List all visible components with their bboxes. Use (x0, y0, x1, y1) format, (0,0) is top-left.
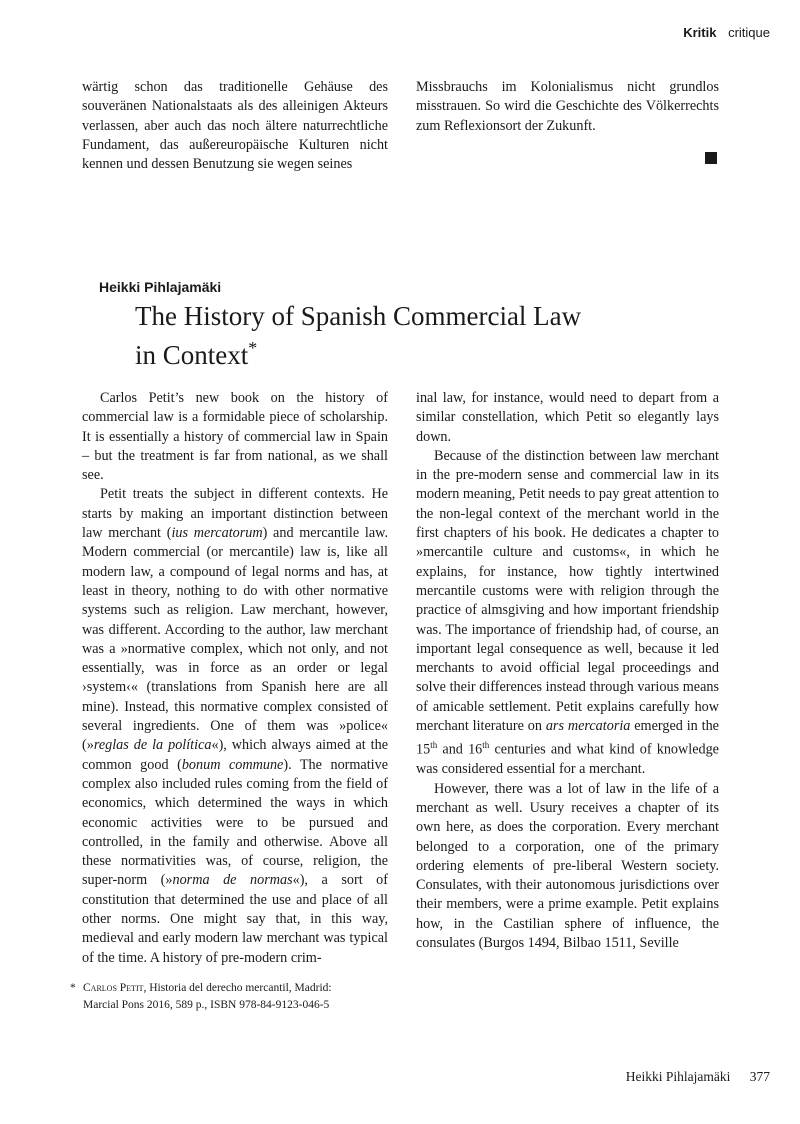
subsection-label: critique (728, 25, 770, 40)
footnote-text: , Historia del derecho mercantil, Madrid: Marcial Pons 2016, 589 p., ISBN 978-84-9123-046-5 (83, 982, 332, 1011)
title-footnote-mark: * (248, 338, 258, 358)
footnote-mark: * (70, 982, 76, 994)
previous-article-right-column (416, 78, 719, 136)
section-label: Kritik (683, 25, 717, 40)
end-of-article-mark (705, 152, 717, 164)
previous-article-left-column (82, 78, 388, 174)
title-line-1: The History of Spanish Commercial Law (135, 301, 582, 331)
paragraph: Because of the distinction between law merchant in the pre-modern sense and commercial law in its modern meaning, Petit needs to pay great attention to the non-legal context of the merchant world in the first chapters of his book. He dedicates a chapter to »mercantile culture and customs«, in which he explains, for instance, how tightly intertwined mercantile customs were with religion through the practice of almsgiving and how important friendship was. The importance of friendship had, of course, an important legal consequence as well, because it led merchants to avoid official legal proceedings and solve their differences instead through various means of amicable settlement. Petit explains carefully how merchant literature on ars mercatoria emerged in the 15th and 16th centuries and what kind of knowledge was considered essential for a merchant. (416, 447, 719, 778)
page-footer (626, 1069, 770, 1085)
footnote (70, 980, 350, 1013)
paragraph: Petit treats the subject in different contexts. He starts by making an important distinction between law merchant (ius mercatorum) and mercantile law. Modern commercial (or mercantile) law is, like all modern law, a compound of legal norms and has, at least in theory, nothing to do with other normative systems such as religion. Law merchant, however, was different. According to the author, law merchant was a »normative complex, which not only, and not essentially, was in force as an order or legal ›system‹« (translations from Spanish here are all mine). Instead, this normative complex consisted of several ingredients. One of them was »police« (»reglas de la política«), which always aimed at the common good (bonum commune). The normative complex also included rules coming from the field of economics, which determined the ways in which economic activities were to be pursued and controlled, in the family and otherwise. Above all these normativities was, of course, religion, the super-norm (»norma de normas«), a sort of constitution that determined the use and place of all other norms. One might say that, in this way, medieval and early modern law merchant was typical of the time. A history of pre-modern crim- (82, 486, 389, 966)
previous-article-text-left: wärtig schon das traditionelle Gehäuse des souveränen Nationalstaats als des alleinigen Akteurs verlassen, aber auch das noch ältere naturrechtliche Fundament, das außereuropäische Kulturen nicht kennen und dessen Benutzung sie wegen seines (82, 79, 388, 173)
article-title (135, 300, 735, 371)
title-line-2: in Context (135, 340, 249, 370)
footnote-author: Carlos Petit (83, 982, 144, 994)
running-header (683, 25, 770, 40)
article-right-column (416, 389, 719, 953)
footer-author: Heikki Pihlajamäki (625, 1069, 731, 1084)
paragraph: Carlos Petit’s new book on the history of commercial law is a formidable piece of scholarship. It is essentially a history of commercial law in Spain – but the treatment is far from national, as we shall see. (82, 390, 388, 484)
article-left-column (82, 389, 388, 968)
previous-article-text-right: Missbrauchs im Kolonialismus nicht grundlos misstrauen. So wird die Geschichte des Völkerrechts zum Reflexionsort der Zukunft. (416, 79, 719, 134)
page-number: 377 (749, 1069, 770, 1084)
paragraph: However, there was a lot of law in the life of a merchant as well. Usury receives a chapter of its own here, as does the corporation. Every merchant belonged to a corporation, one of the primary ordering elements of pre-liberal Western society. Consulates, with their autonomous jurisdictions over their members, were a prime example. Petit explains how, in the Castilian sphere of influence, the consulates (Burgos 1494, Bilbao 1511, Seville (416, 780, 719, 952)
article-author: Heikki Pihlajamäki (99, 279, 222, 295)
paragraph: inal law, for instance, would need to depart from a similar constellation, which Petit so elegantly lays down. (416, 390, 719, 445)
